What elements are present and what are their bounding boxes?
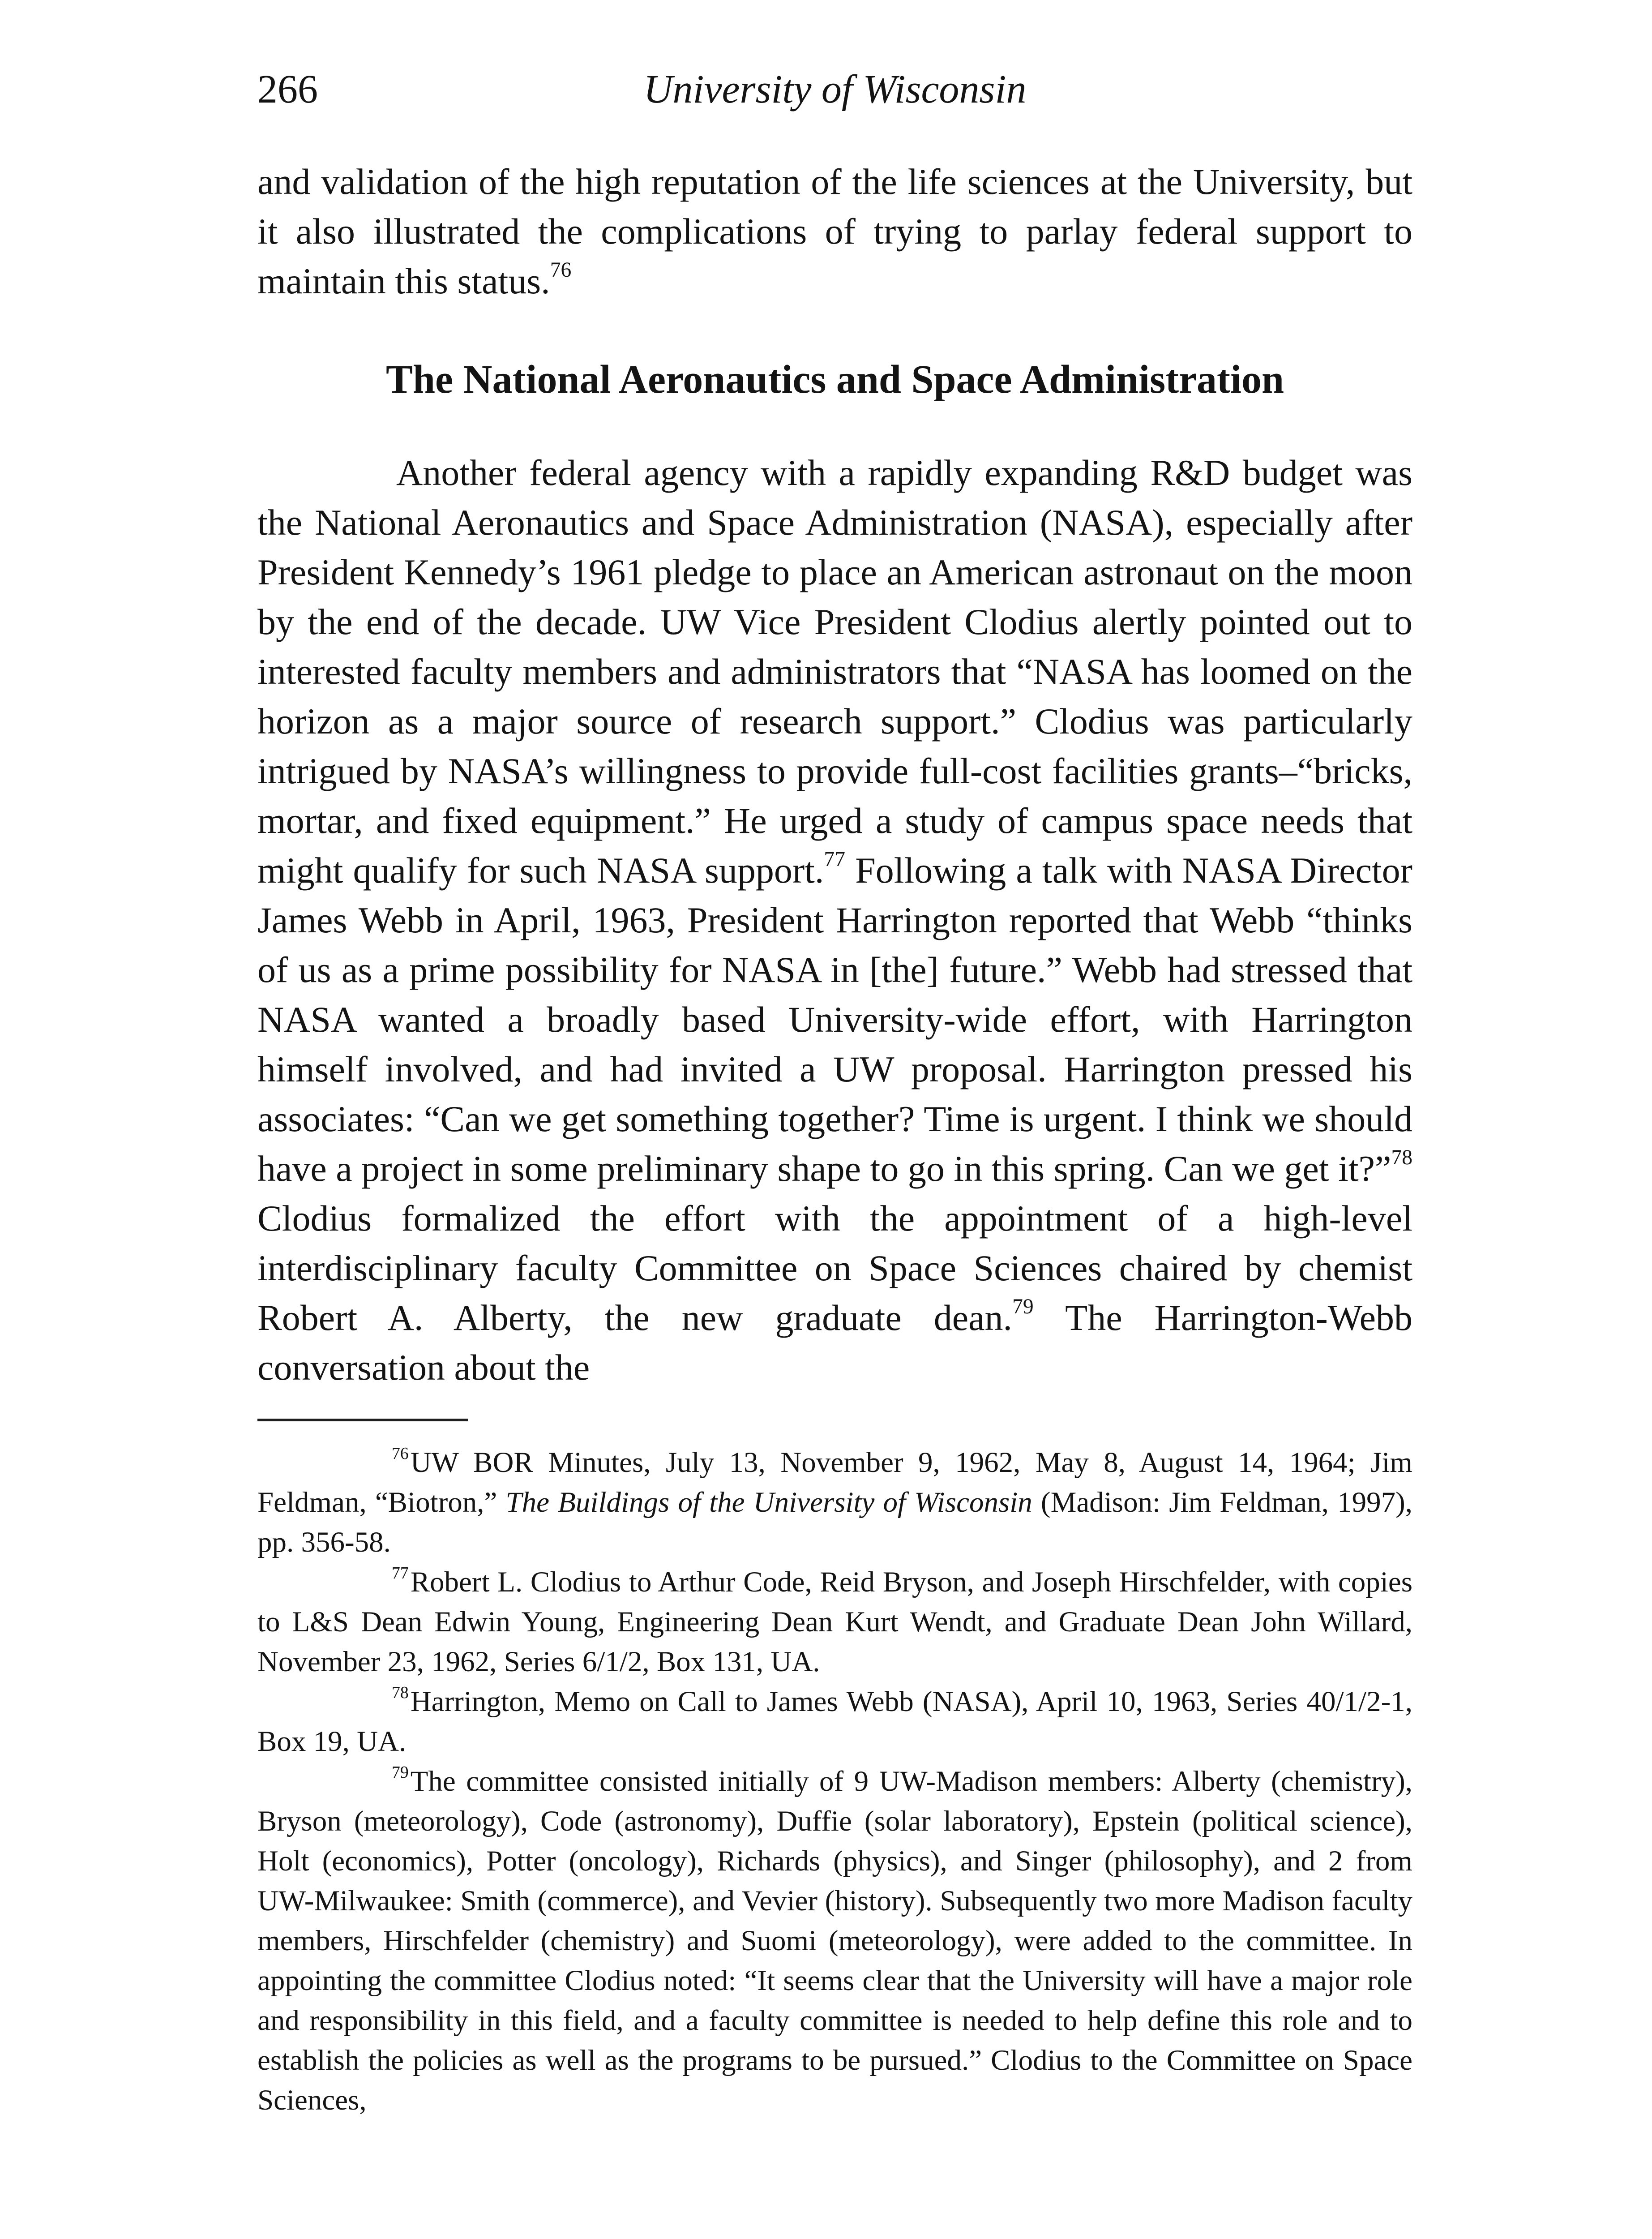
opening-paragraph: [257, 157, 1412, 306]
footnote-ref-77: 77: [824, 847, 845, 871]
footnote-77-text: Robert L. Clodius to Arthur Code, Reid Bryson, and Joseph Hirschfelder, with copies to L&S Dean Edwin Young, Engineering Dean Kurt Wendt, and Graduate Dean John Willard, November 23, 1962, Series 6/1/2, Box 131, UA.: [257, 1566, 1412, 1678]
footnote-number-79: 79: [392, 1763, 409, 1782]
main-paragraph: [257, 448, 1412, 1392]
main-paragraph-part-1: Another federal agency with a rapidly expanding R&D budget was the National Aeronautics and Space Administration (NASA), especially after President Kennedy’s 1961 pledge to place an American astronaut on the moon by the end of the decade. UW Vice President Clodius alertly pointed out to interested faculty members and administrators that “NASA has loomed on the horizon as a major source of research support.” Clodius was particularly intrigued by NASA’s willingness to provide full-cost facilities grants–“bricks, mortar, and fixed equipment.” He urged a study of campus space needs that might qualify for such NASA support.: [257, 452, 1412, 891]
footnote-79-text: The committee consisted initially of 9 UW-Madison members: Alberty (chemistry), Bryson (meteorology), Code (astronomy), Duffie (solar laboratory), Epstein (political science), Holt (economics), Potter (oncology), Richards (physics), and Singer (philosophy), and 2 from UW-Milwaukee: Smith (commerce), and Vevier (history). Subsequently two more Madison faculty members, Hirschfelder (chemistry) and Suomi (meteorology), were added to the committee. In appointing the committee Clodius noted: “It seems clear that the University will have a major role and responsibility in this field, and a faculty committee is needed to help define this role and to establish the policies as well as the programs to be pursued.” Clodius to the Committee on Space Sciences,: [257, 1765, 1412, 2116]
footnote-76: [257, 1443, 1412, 1562]
footnote-number-77: 77: [392, 1563, 409, 1583]
running-header: [257, 63, 1412, 116]
footnote-ref-76: 76: [550, 258, 572, 282]
footnote-77: [257, 1562, 1412, 1682]
footnote-78: [257, 1682, 1412, 1762]
footnote-separator: [257, 1419, 468, 1421]
opening-paragraph-block: [257, 157, 1412, 306]
footnote-76-book-title: The Buildings of the University of Wisconsin: [505, 1486, 1032, 1518]
page-number: 266: [257, 67, 318, 112]
section-heading-block: [257, 353, 1412, 407]
footnote-number-78: 78: [392, 1683, 409, 1702]
section-heading: The National Aeronautics and Space Administration: [385, 357, 1284, 402]
footnote-number-76: 76: [392, 1444, 409, 1463]
footnote-78-text: Harrington, Memo on Call to James Webb (NASA), April 10, 1963, Series 40/1/2-1, Box 19, UA.: [257, 1686, 1412, 1758]
opening-paragraph-text: and validation of the high reputation of the life sciences at the University, but it also illustrated the complications of trying to parlay federal support to maintain this status.: [257, 161, 1412, 301]
footnote-79: [257, 1762, 1412, 2120]
main-paragraph-part-3: Clodius formalized the effort with the appointment of a high-level interdisciplinary faculty Committee on Space Sciences chaired by chemist Robert A. Alberty, the new graduate dean.: [257, 1198, 1412, 1338]
main-paragraph-block: [257, 448, 1412, 1392]
footnote-76-text-b: (Madison: Jim Feldman, 1997), pp. 356-58.: [257, 1486, 1413, 1558]
main-paragraph-part-4: The Harrington-Webb conversation about the: [257, 1297, 1412, 1388]
footnote-ref-79: 79: [1012, 1295, 1034, 1318]
running-title: University of Wisconsin: [643, 67, 1027, 112]
footnotes-section: [257, 1419, 1412, 2120]
footnote-76-text-a: UW BOR Minutes, July 13, November 9, 1962, May 8, August 14, 1964; Jim Feldman, “Biotron,”: [257, 1446, 1412, 1518]
main-paragraph-part-2: Following a talk with NASA Director James Webb in April, 1963, President Harrington reported that Webb “thinks of us as a prime possibility for NASA in [the] future.” Webb had stressed that NASA wanted a broadly based University-wide effort, with Harrington himself involved, and had invited a UW proposal. Harrington pressed his associates: “Can we get something together? Time is urgent. I think we should have a project in some preliminary shape to go in this spring. Can we get it?”: [257, 850, 1412, 1189]
footnote-ref-78: 78: [1391, 1145, 1412, 1169]
